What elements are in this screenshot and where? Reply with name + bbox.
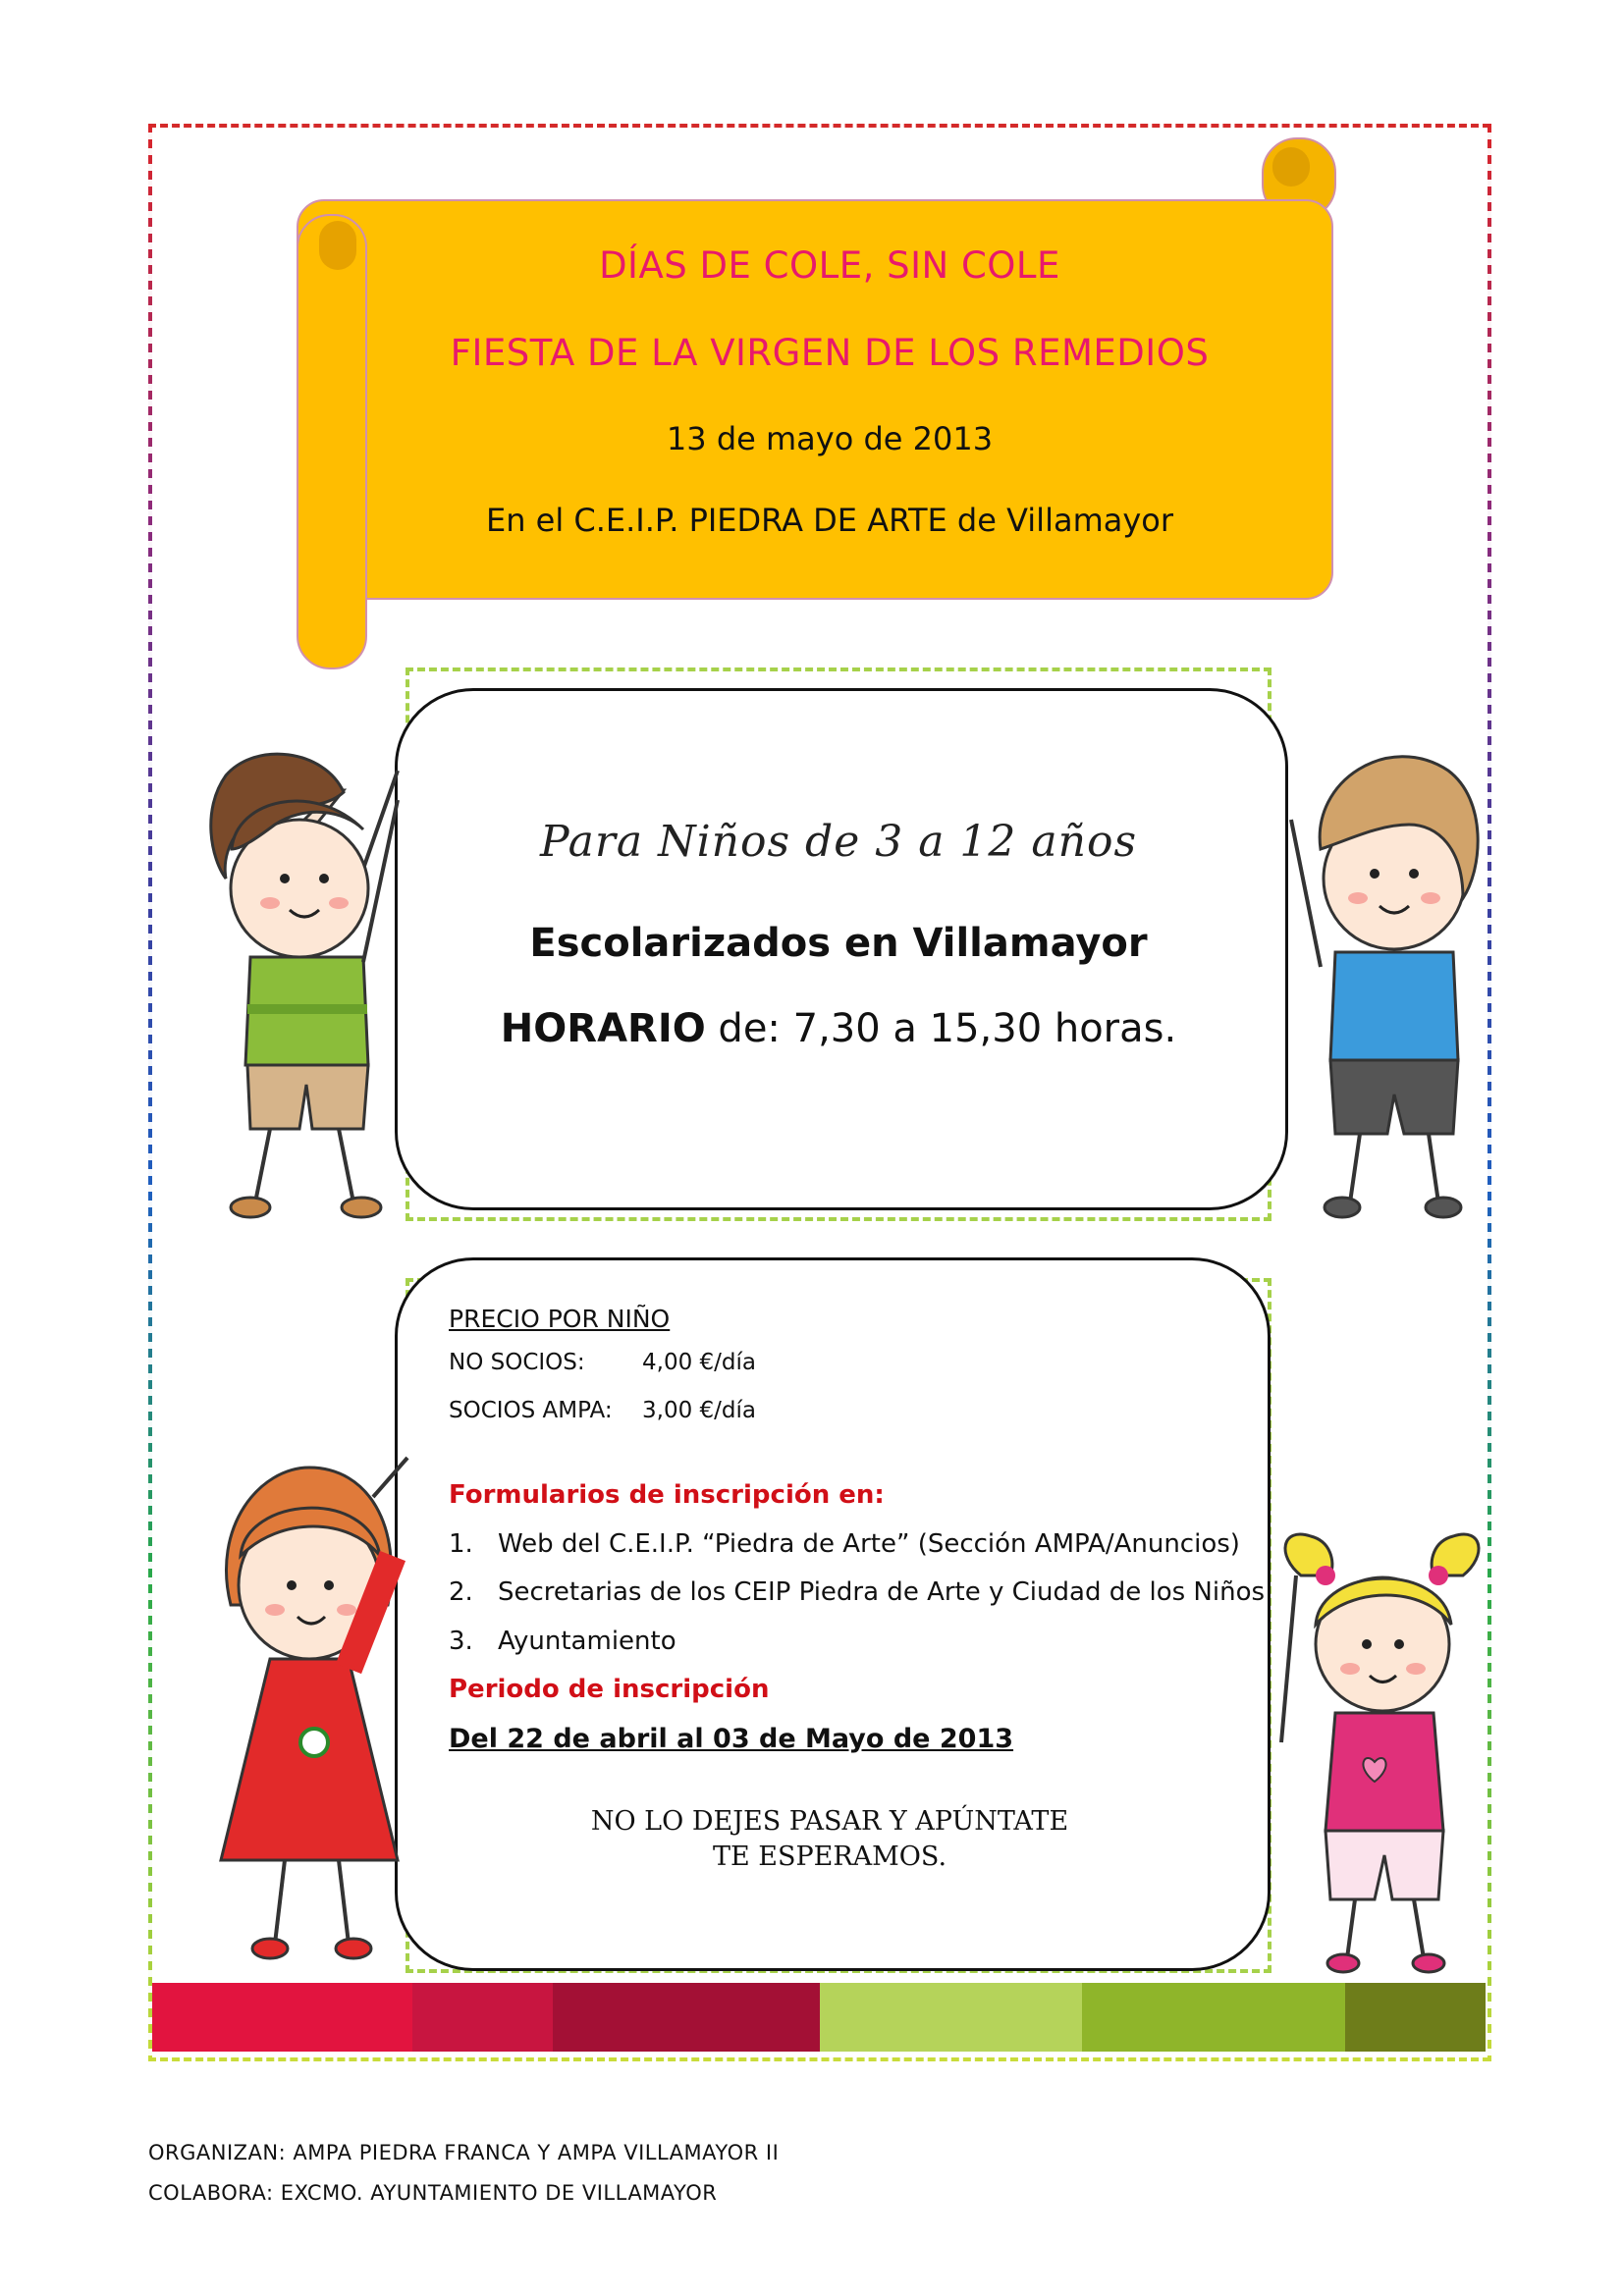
scroll-curl-left — [319, 221, 356, 270]
banner-venue: En el C.E.I.P. PIEDRA DE ARTE de Villamayor — [485, 502, 1174, 539]
price-value-non-member: 4,00 €/día — [642, 1350, 756, 1375]
schedule-hours: de: 7,30 a 15,30 horas. — [705, 1006, 1177, 1051]
footer-organizers: ORGANIZAN: AMPA PIEDRA FRANCA Y AMPA VILLAMAYOR II — [148, 2141, 780, 2164]
banner-subtitle: FIESTA DE LA VIRGEN DE LOS REMEDIOS — [450, 332, 1210, 374]
list-item: Ayuntamiento — [498, 1627, 676, 1656]
color-strip-segment — [1082, 1983, 1345, 2052]
list-item: Secretarias de los CEIP Piedra de Arte y Ciudad de los Niños — [498, 1577, 1266, 1607]
price-title: PRECIO POR NIÑO — [449, 1305, 671, 1333]
color-strip-segment — [412, 1983, 553, 2052]
girl-red-dress-illustration — [201, 1438, 417, 1988]
price-label-non-member: NO SOCIOS: — [449, 1350, 585, 1375]
banner-title: DÍAS DE COLE, SIN COLE — [599, 244, 1060, 287]
banner-date: 13 de mayo de 2013 — [666, 420, 994, 457]
price-label-member: SOCIOS AMPA: — [449, 1398, 613, 1423]
schooled-text: Escolarizados en Villamayor — [529, 921, 1148, 966]
registration-heading: Periodo de inscripción — [449, 1675, 770, 1704]
banner-scroll-roll — [297, 214, 367, 669]
list-item-number: 2. — [449, 1577, 473, 1607]
list-item-number: 3. — [449, 1627, 473, 1656]
forms-heading: Formularios de inscripción en: — [449, 1480, 885, 1510]
frame-right-border — [1488, 124, 1491, 2061]
frame-bottom-border — [148, 2057, 1490, 2061]
boy-green-shirt-illustration — [196, 731, 403, 1232]
frame-left-border — [148, 124, 152, 2061]
schedule-label: HORARIO — [500, 1006, 706, 1051]
color-strip-segment — [553, 1983, 820, 2052]
scroll-curl-top — [1272, 147, 1310, 187]
list-item-number: 1. — [449, 1529, 473, 1559]
footer-collaborator: COLABORA: EXCMO. AYUNTAMIENTO DE VILLAMAYOR — [148, 2181, 718, 2205]
girl-pink-shirt-illustration — [1276, 1517, 1488, 1988]
color-strip-segment — [820, 1983, 1082, 2052]
registration-dates: Del 22 de abril al 03 de Mayo de 2013 — [449, 1724, 1014, 1754]
closing-line-2: TE ESPERAMOS. — [712, 1842, 947, 1872]
boy-blue-shirt-illustration — [1281, 731, 1488, 1232]
closing-line-1: NO LO DEJES PASAR Y APÚNTATE — [590, 1806, 1069, 1837]
list-item: Web del C.E.I.P. “Piedra de Arte” (Sección AMPA/Anuncios) — [498, 1529, 1240, 1559]
schedule-text — [395, 1006, 1282, 1051]
price-value-member: 3,00 €/día — [642, 1398, 756, 1423]
age-range-text: Para Niños de 3 a 12 años — [539, 817, 1138, 867]
frame-top-border — [148, 124, 1490, 128]
color-strip-segment — [152, 1983, 412, 2052]
color-strip-segment — [1345, 1983, 1486, 2052]
